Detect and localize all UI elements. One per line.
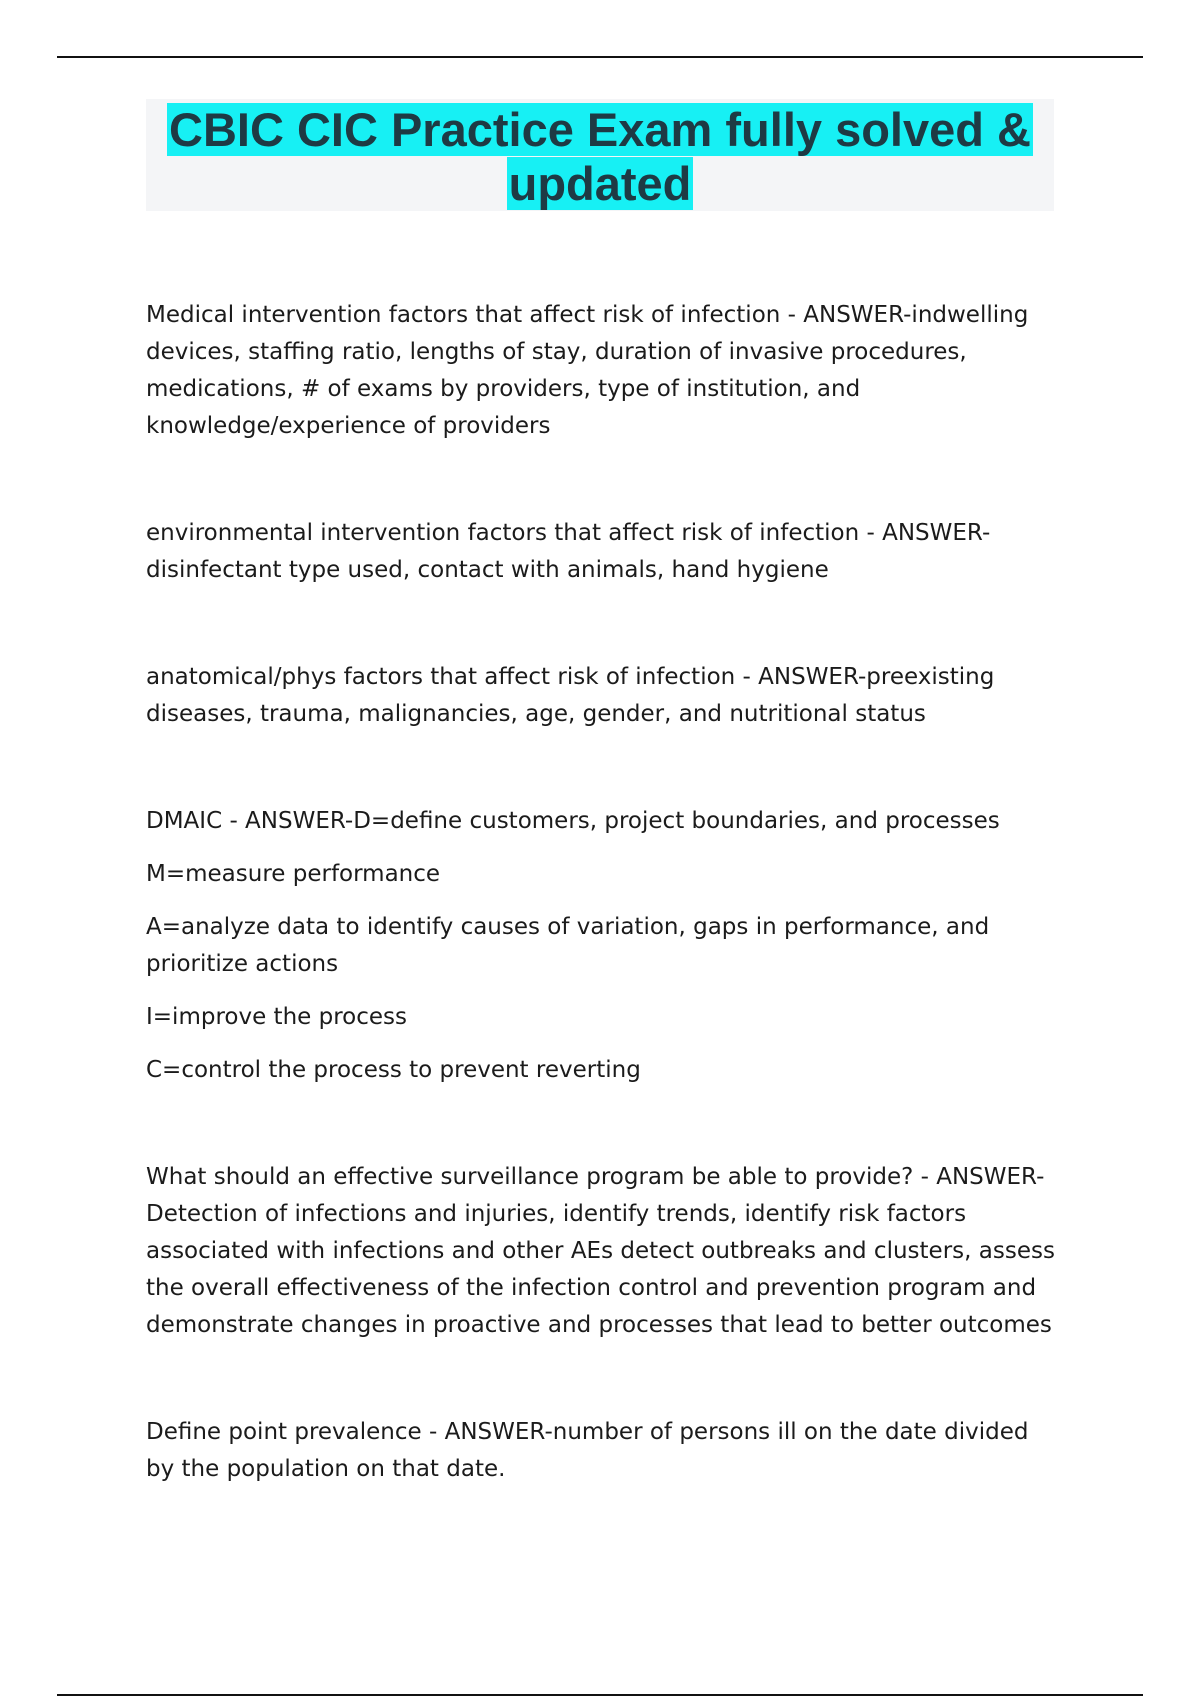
text-line: What should an effective surveillance program be able to provide? - ANSWER- [146, 1164, 1045, 1190]
text-line: disinfectant type used, contact with animals, hand hygiene [146, 557, 829, 583]
title-line-2: updated [508, 157, 692, 210]
bottom-rule [57, 1694, 1143, 1696]
qa-entry-surveillance [146, 1159, 1055, 1344]
text-line: anatomical/phys factors that affect risk of infection - ANSWER-preexisting [146, 664, 995, 690]
text-line: A=analyze data to identify causes of variation, gaps in performance, and [146, 914, 990, 940]
qa-entry-dmaic [146, 803, 1046, 1089]
document-body [146, 297, 1055, 1488]
qa-entry-point-prevalence [146, 1414, 1046, 1488]
text-line: by the population on that date. [146, 1456, 506, 1482]
text-line: devices, staffing ratio, lengths of stay, duration of invasive procedures, [146, 339, 967, 365]
page-title [146, 99, 1054, 211]
text-line: prioritize actions [146, 951, 339, 977]
text-line: DMAIC - ANSWER-D=define customers, project boundaries, and processes [146, 808, 1000, 834]
text-line: Detection of infections and injuries, identify trends, identify risk factors [146, 1201, 967, 1227]
text-line: M=measure performance [146, 861, 441, 887]
text-line: medications, # of exams by providers, type of institution, and [146, 376, 861, 402]
text-line: I=improve the process [146, 1004, 407, 1030]
text-line: environmental intervention factors that affect risk of infection - ANSWER- [146, 520, 991, 546]
text-line: Define point prevalence - ANSWER-number of persons ill on the date divided [146, 1419, 1029, 1445]
text-line: Medical intervention factors that affect risk of infection - ANSWER-indwelling [146, 302, 1029, 328]
text-line: associated with infections and other AEs detect outbreaks and clusters, assess [146, 1238, 1055, 1264]
qa-entry-environmental [146, 515, 1046, 589]
title-box [146, 99, 1054, 211]
title-line-1: CBIC CIC Practice Exam fully solved & [169, 103, 1031, 156]
text-line: the overall effectiveness of the infection control and prevention program and [146, 1275, 1037, 1301]
top-rule [57, 56, 1143, 58]
text-line: knowledge/experience of providers [146, 413, 551, 439]
qa-entry-anatomical [146, 659, 1046, 733]
text-line: C=control the process to prevent reverting [146, 1057, 641, 1083]
qa-entry-medical [146, 297, 1046, 445]
text-line: demonstrate changes in proactive and processes that lead to better outcomes [146, 1312, 1052, 1338]
text-line: diseases, trauma, malignancies, age, gender, and nutritional status [146, 701, 926, 727]
